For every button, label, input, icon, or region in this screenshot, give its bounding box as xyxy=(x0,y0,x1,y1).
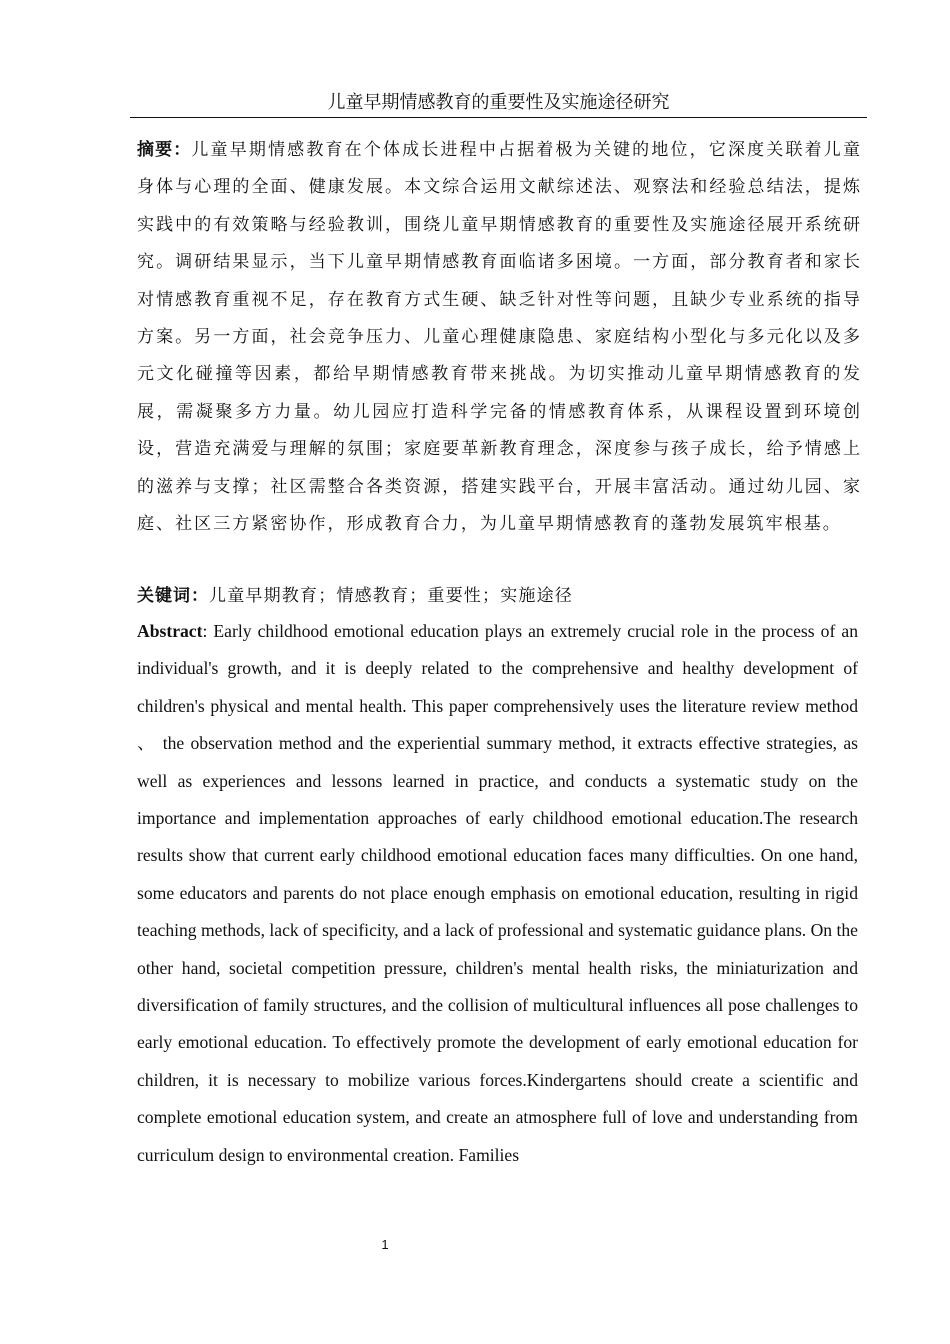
chinese-keywords xyxy=(137,580,862,612)
chinese-abstract xyxy=(137,132,862,543)
english-abstract-label: Abstract xyxy=(137,621,203,641)
chinese-keywords-text: 儿童早期教育；情感教育；重要性；实施途径 xyxy=(209,586,573,606)
header-divider xyxy=(130,117,867,118)
chinese-keywords-label: 关键词： xyxy=(137,586,209,606)
page-header-title: 儿童早期情感教育的重要性及实施途径研究 xyxy=(327,92,670,113)
page-number: 1 xyxy=(381,1237,389,1252)
chinese-abstract-text: 儿童早期情感教育在个体成长进程中占据着极为关键的地位，它深度关联着儿童身体与心理的全面、健康发展。本文综合运用文献综述法、观察法和经验总结法，提炼实践中的有效策略与经验教训，围绕儿童早期情感教育的重要性及实施途径展开系统研究。调研结果显示，当下儿童早期情感教育面临诸多困境。一方面，部分教育者和家长对情感教育重视不足，存在教育方式生硬、缺乏针对性等问题，且缺少专业系统的指导方案。另一方面，社会竞争压力、儿童心理健康隐患、家庭结构小型化与多元化以及多元文化碰撞等因素，都给早期情感教育带来挑战。为切实推动儿童早期情感教育的发展，需凝聚多方力量。幼儿园应打造科学完备的情感教育体系，从课程设置到环境创设，营造充满爱与理解的氛围；家庭要革新教育理念，深度参与孩子成长，给予情感上的滋养与支撑；社区需整合各类资源，搭建实践平台，开展丰富活动。通过幼儿园、家庭、社区三方紧密协作，形成教育合力，为儿童早期情感教育的蓬勃发展筑牢根基。 xyxy=(137,140,863,535)
english-abstract-text: : Early childhood emotional education plays an extremely crucial role in the process of an individual's growth, and it is deeply related to the comprehensive and healthy development of children's physical and mental health. This paper comprehensively uses the literature review method 、 the observation method and the experiential summary method, it extracts effective strategies, as well as experiences and lessons learned in practice, and conducts a systematic study on the importance and implementation approaches of early childhood emotional education.The research results show that current early childhood emotional education faces many difficulties. On one hand, some educators and parents do not place enough emphasis on emotional education, resulting in rigid teaching methods, lack of specificity, and a lack of professional and systematic guidance plans. On the other hand, societal competition pressure, children's mental health risks, the miniaturization and diversification of family structures, and the collision of multicultural influences all pose challenges to early emotional education. To effectively promote the development of early emotional education for children, it is necessary to mobilize various forces.Kindergartens should create a scientific and complete emotional education system, and create an atmosphere full of love and understanding from curriculum design to environmental creation. Families xyxy=(137,621,858,1165)
english-abstract xyxy=(137,613,858,1174)
chinese-abstract-label: 摘要： xyxy=(137,140,192,160)
